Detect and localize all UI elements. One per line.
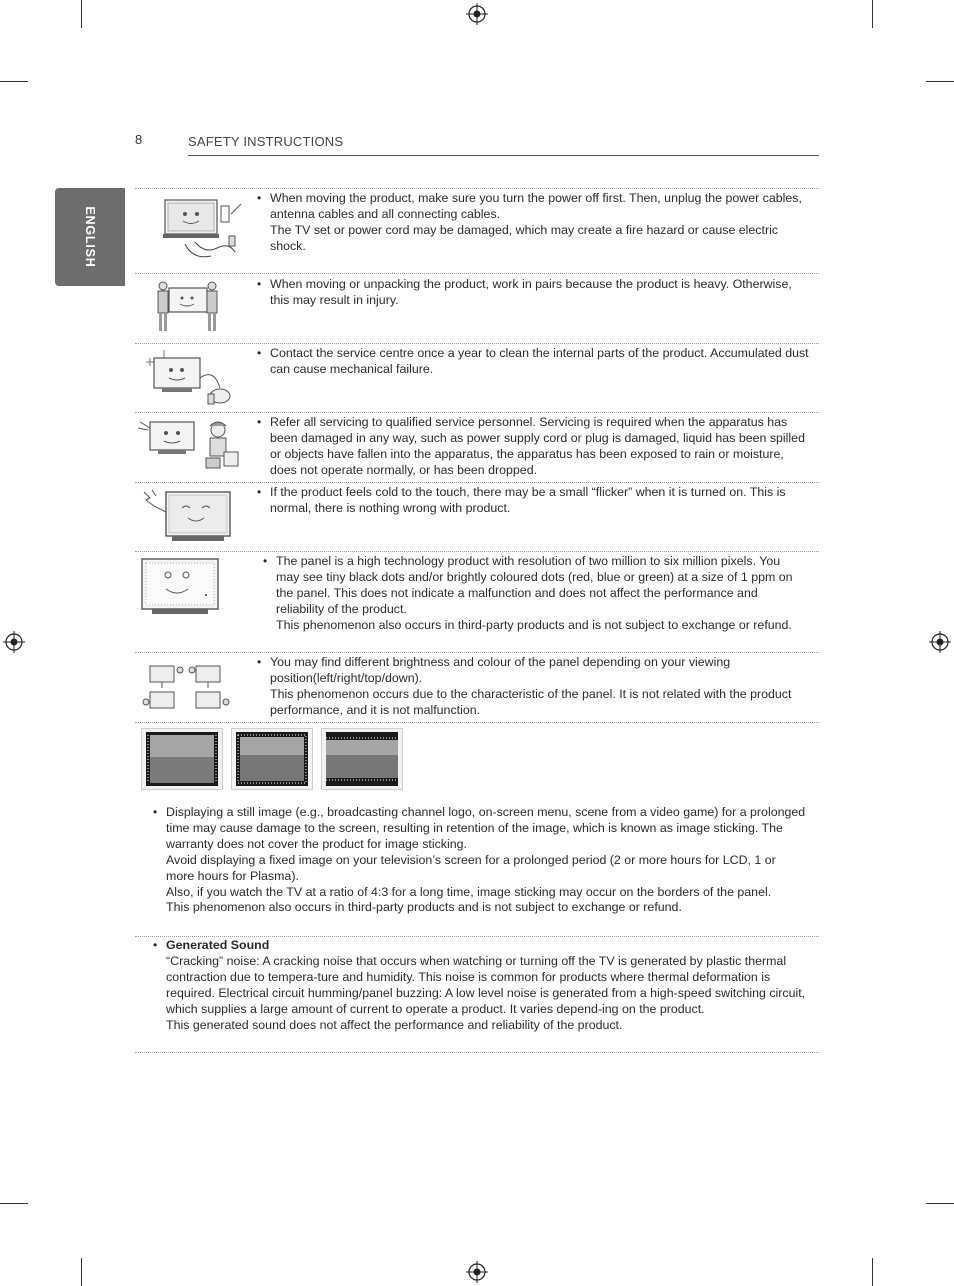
registration-mark-icon	[929, 631, 951, 653]
still-image-text: Also, if you watch the TV at a ratio of 4:3 for a long time, image sticking may occur on the borders of the panel.	[166, 884, 772, 899]
crop-mark	[872, 0, 873, 28]
image-sticking-sample-photo	[231, 728, 313, 790]
separator	[135, 343, 819, 344]
separator	[135, 412, 819, 413]
safety-item-text: This phenomenon also occurs in third-party products and is not subject to exchange or refund.	[276, 617, 792, 632]
crop-mark	[872, 1258, 873, 1286]
safety-item: • You may find different brightness and colour of the panel depending on your viewing position(left/right/top/down). This phenomenon occurs due to the characteristic of the panel. It is not related with the product performance, and it is not malfunction.	[270, 655, 810, 719]
still-image-text: Avoid displaying a fixed image on your television’s screen for a prolonged period (2 or more hours for LCD, 1 or more hours for Plasma).	[166, 852, 776, 883]
tv-service-cleaning-icon	[142, 348, 237, 408]
safety-item-text: The panel is a high technology product with resolution of two million to six million pixels. You may see tiny black dots and/or brightly coloured dots (red, blue or green) at a size of 1 ppm on the panel. This does not indicate a malfunction and does not affect the performance and reliability of the product.	[276, 554, 793, 616]
separator	[135, 551, 819, 552]
two-people-carrying-tv-icon	[155, 280, 220, 336]
generated-sound-notice: • Generated Sound “Cracking” noise: A cracking noise that occurs when watching or turning off the TV is generated by plastic thermal contraction due to tempera-ture and humidity. This noise is common for products where thermal deformation is required. Electrical circuit humming/panel buzzing: A low level noise is generated from a high-speed switching circuit, which supplies a large amount of current to operate a product. It varies depend-ing on the product. This generated sound does not affect the performance and reliability of the product.	[153, 938, 806, 1032]
still-image-text: Displaying a still image (e.g., broadcasting channel logo, on-screen menu, scene from a video game) for a prolonged time may cause damage to the screen, resulting in retention of the image, which is known as image sticking. The warranty does not cover the product for image sticking.	[166, 805, 806, 851]
separator	[135, 722, 819, 723]
separator	[135, 652, 819, 653]
image-sticking-samples-icon	[141, 728, 223, 790]
tv-viewing-angle-icon	[140, 660, 235, 718]
crop-mark	[81, 1258, 82, 1286]
safety-item: • When moving the product, make sure you turn the power off first. Then, unplug the power cables, antenna cables and all connecting cables. The TV set or power cord may be damaged, which may create a fire hazard or cause electric shock.	[270, 191, 810, 255]
still-image-text: This phenomenon also occurs in third-party products and is not subject to exchange or refund.	[166, 900, 682, 915]
tv-service-technician-icon	[138, 416, 243, 476]
crop-mark	[926, 81, 954, 82]
separator	[135, 188, 819, 189]
tv-panel-pixels-icon	[140, 557, 220, 619]
safety-item: • Contact the service centre once a year to clean the internal parts of the product. Accumulated dust can cause mechanical failure.	[257, 346, 809, 376]
crop-mark	[81, 0, 82, 28]
generated-sound-text: This generated sound does not affect the performance and reliability of the product.	[166, 1017, 623, 1032]
page-number: 8	[135, 132, 143, 147]
registration-mark-icon	[466, 1261, 488, 1283]
separator	[135, 482, 819, 483]
tv-cold-flicker-icon	[142, 488, 234, 546]
safety-item-text: You may find different brightness and colour of the panel depending on your viewing position(left/right/top/down).	[270, 655, 731, 685]
tv-unplug-cables-icon	[155, 194, 245, 264]
safety-item-text: When moving the product, make sure you turn the power off first. Then, unplug the power cables, antenna cables and all connecting cables.	[270, 191, 802, 221]
section-title: SAFETY INSTRUCTIONS	[188, 134, 344, 149]
crop-mark	[0, 1203, 28, 1204]
generated-sound-title: Generated Sound	[166, 938, 270, 952]
safety-item-text: Contact the service centre once a year to clean the internal parts of the product. Accumulated dust can cause mechanical failure.	[270, 346, 809, 376]
generated-sound-text: “Cracking” noise: A cracking noise that occurs when watching or turning off the TV is generated by plastic thermal contraction due to tempera-ture and humidity. This noise is common for products where thermal deformation is required. Electrical circuit humming/panel buzzing: A low level noise is generated from a high-speed switching circuit, which supplies a large amount of current to operate a product. It varies depend-ing on the product.	[166, 953, 806, 1016]
language-tab	[55, 188, 125, 286]
crop-mark	[926, 1203, 954, 1204]
registration-mark-icon	[466, 3, 488, 25]
safety-item-text: If the product feels cold to the touch, there may be a small “flicker” when it is turned on. This is normal, there is nothing wrong with product.	[270, 485, 786, 515]
separator	[135, 273, 819, 274]
safety-item: • The panel is a high technology product with resolution of two million to six million pixels. You may see tiny black dots and/or brightly coloured dots (red, blue or green) at a size of 1 ppm on the panel. This does not indicate a malfunction and does not affect the performance and reliability of the product. This phenomenon also occurs in third-party products and is not subject to exchange or refund.	[276, 554, 796, 634]
separator	[135, 936, 819, 937]
registration-mark-icon	[3, 631, 25, 653]
safety-item-text: When moving or unpacking the product, work in pairs because the product is heavy. Otherwise, this may result in injury.	[270, 277, 792, 307]
image-sticking-sample-photo	[321, 728, 403, 790]
safety-item: • If the product feels cold to the touch, there may be a small “flicker” when it is turned on. This is normal, there is nothing wrong with product.	[270, 485, 810, 517]
safety-item: • Refer all servicing to qualified service personnel. Servicing is required when the apparatus has been damaged in any way, such as power supply cord or plug is damaged, liquid has been spilled or objects have fallen into the apparatus, the apparatus has been exposed to rain or moisture, does not operate normally, or has been dropped.	[270, 415, 810, 479]
language-tab-label: ENGLISH	[83, 206, 97, 268]
safety-item-text: Refer all servicing to qualified service personnel. Servicing is required when the apparatus has been damaged in any way, such as power supply cord or plug is damaged, liquid has been spilled or objects have fallen into the apparatus, the apparatus has been exposed to rain or moisture, does not operate normally, or has been dropped.	[270, 415, 805, 477]
crop-mark	[0, 81, 28, 82]
separator	[135, 1052, 819, 1053]
still-image-notice: • Displaying a still image (e.g., broadcasting channel logo, on-screen menu, scene from a video game) for a prolonged time may cause damage to the screen, resulting in retention of the image, which is known as image sticking. The warranty does not cover the product for image sticking. Avoid displaying a fixed image on your television’s screen for a prolonged period (2 or more hours for LCD, 1 or more hours for Plasma). Also, if you watch the TV at a ratio of 4:3 for a long time, image sticking may occur on the borders of the panel. This phenomenon also occurs in third-party products and is not subject to exchange or refund.	[153, 805, 806, 915]
header-rule	[188, 155, 819, 156]
safety-item-text: The TV set or power cord may be damaged, which may create a fire hazard or cause electric shock.	[270, 222, 779, 253]
safety-item: • When moving or unpacking the product, work in pairs because the product is heavy. Otherwise, this may result in injury.	[270, 277, 810, 309]
safety-item-text: This phenomenon occurs due to the characteristic of the panel. It is not related with the product performance, and it is not malfunction.	[270, 686, 792, 717]
